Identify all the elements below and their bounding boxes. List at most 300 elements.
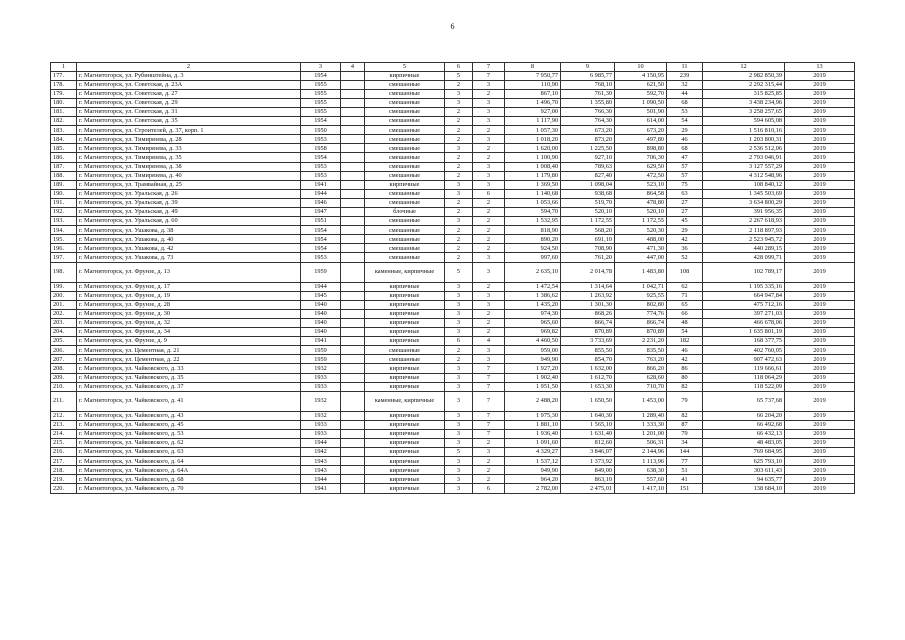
table-body — [51, 63, 855, 494]
table-cell: 197. — [51, 253, 77, 262]
table-cell: 2019 — [785, 153, 855, 162]
table-cell: 466 678,06 — [703, 318, 785, 327]
table-cell — [341, 98, 365, 107]
table-cell: 118 522,09 — [703, 382, 785, 391]
table-cell: 7 — [473, 364, 505, 373]
table-cell: 1 179,80 — [505, 171, 561, 180]
table-cell: 57 — [667, 162, 703, 171]
table-cell: 7 — [473, 429, 505, 438]
table-cell: г. Магнитогорск, ул. Уральская, д. 49 — [77, 208, 301, 217]
table-cell: 41 — [667, 475, 703, 484]
table-cell: 3 — [445, 466, 473, 475]
table-cell: 1953 — [301, 162, 341, 171]
table-row — [51, 337, 855, 346]
table-cell: 191. — [51, 198, 77, 207]
table-cell: 82 — [667, 382, 703, 391]
table-cell: смешанные — [365, 355, 445, 364]
table-cell: 1954 — [301, 71, 341, 80]
table-cell: 1 140,68 — [505, 189, 561, 198]
table-cell: 523,10 — [615, 180, 667, 189]
table-row — [51, 438, 855, 447]
table-cell: 1 620,00 — [505, 144, 561, 153]
table-cell: 1 355,80 — [561, 98, 615, 107]
table-cell — [341, 89, 365, 98]
table-cell: г. Магнитогорск, ул. Фрунзе, д. 19 — [77, 291, 301, 300]
table-cell: 1932 — [301, 391, 341, 411]
table-cell: 397 271,03 — [703, 309, 785, 318]
table-cell: 2 635,10 — [505, 262, 561, 282]
table-cell: 2 014,78 — [561, 262, 615, 282]
table-cell: 2 — [445, 226, 473, 235]
table-cell: 789,63 — [561, 162, 615, 171]
table-cell: г. Магнитогорск, ул. Уральская, д. 60 — [77, 217, 301, 226]
table-cell: смешанные — [365, 346, 445, 355]
table-cell: 66 492,68 — [703, 420, 785, 429]
table-cell: 3 — [473, 300, 505, 309]
table-cell: 1940 — [301, 328, 341, 337]
table-cell: 2019 — [785, 373, 855, 382]
table-cell: кирпичные — [365, 466, 445, 475]
table-cell: 3 — [445, 282, 473, 291]
table-cell: 2 — [445, 355, 473, 364]
table-cell: 3 — [473, 107, 505, 116]
table-cell: 2 — [445, 107, 473, 116]
table-cell: 188. — [51, 171, 77, 180]
table-row — [51, 373, 855, 382]
table-cell: 673,20 — [561, 126, 615, 135]
table-cell — [341, 457, 365, 466]
table-cell: смешанные — [365, 171, 445, 180]
table-cell: 2019 — [785, 117, 855, 126]
table-cell — [341, 448, 365, 457]
table-cell: 1940 — [301, 300, 341, 309]
table-cell: г. Магнитогорск, ул. Советская, д. 35 — [77, 117, 301, 126]
table-cell: 66 204,20 — [703, 411, 785, 420]
table-cell: 594,70 — [505, 208, 561, 217]
table-cell: 1933 — [301, 420, 341, 429]
table-cell: 1944 — [301, 475, 341, 484]
table-cell: 68 — [667, 98, 703, 107]
table-cell: 198. — [51, 262, 77, 282]
table-cell: 440 289,15 — [703, 244, 785, 253]
table-cell: 178. — [51, 80, 77, 89]
table-cell: 1953 — [301, 135, 341, 144]
table-cell: 2019 — [785, 309, 855, 318]
table-cell: 898,80 — [615, 144, 667, 153]
table-cell: 3 — [445, 291, 473, 300]
table-cell: 949,90 — [505, 355, 561, 364]
table-cell: кирпичные — [365, 438, 445, 447]
table-cell: 3 — [445, 189, 473, 198]
table-cell: каменные, кирпичные — [365, 391, 445, 411]
table-cell — [341, 217, 365, 226]
table-cell: 195. — [51, 235, 77, 244]
table-cell: 77 — [667, 457, 703, 466]
table-cell: 1951 — [301, 217, 341, 226]
table-cell: г. Магнитогорск, ул. Чайковского, д. 70 — [77, 484, 301, 493]
table-cell: кирпичные — [365, 180, 445, 189]
table-cell: 673,20 — [615, 126, 667, 135]
table-cell: 1944 — [301, 282, 341, 291]
table-cell: г. Магнитогорск, ул. Рубинштейна, д. 3 — [77, 71, 301, 80]
table-row — [51, 355, 855, 364]
table-row — [51, 98, 855, 107]
table-cell: г. Магнитогорск, ул. Трамвайная, д. 25 — [77, 180, 301, 189]
table-cell: 969,82 — [505, 328, 561, 337]
table-cell: 2019 — [785, 391, 855, 411]
table-cell: 168 377,75 — [703, 337, 785, 346]
table-cell: 2 475,01 — [561, 484, 615, 493]
table-cell: 1955 — [301, 98, 341, 107]
table-row — [51, 262, 855, 282]
table-cell: 2 — [473, 475, 505, 484]
table-cell: 1955 — [301, 107, 341, 116]
table-row — [51, 466, 855, 475]
table-cell: смешанные — [365, 126, 445, 135]
table-cell: 2 — [445, 346, 473, 355]
column-number: 2 — [77, 63, 301, 72]
table-row — [51, 300, 855, 309]
table-cell: 180. — [51, 98, 77, 107]
table-cell: 66 — [667, 309, 703, 318]
table-cell: 1944 — [301, 438, 341, 447]
page-number: 6 — [450, 22, 455, 31]
table-cell: 2019 — [785, 198, 855, 207]
table-cell: 2 — [445, 135, 473, 144]
table-cell: смешанные — [365, 153, 445, 162]
table-cell: 818,90 — [505, 226, 561, 235]
table-cell: 2019 — [785, 226, 855, 235]
table-cell: 761,20 — [561, 253, 615, 262]
table-cell: 86 — [667, 364, 703, 373]
table-cell: 138 684,10 — [703, 484, 785, 493]
table-cell: 2 — [445, 253, 473, 262]
table-cell: 2019 — [785, 162, 855, 171]
table-row — [51, 291, 855, 300]
table-cell — [341, 253, 365, 262]
table-cell — [341, 309, 365, 318]
table-cell: 3 — [445, 382, 473, 391]
table-cell: 1 008,40 — [505, 162, 561, 171]
table-cell: 6 — [445, 337, 473, 346]
table-row — [51, 309, 855, 318]
table-cell: 761,30 — [561, 89, 615, 98]
table-cell: 2019 — [785, 448, 855, 457]
table-cell: 3 — [445, 457, 473, 466]
table-cell: смешанные — [365, 107, 445, 116]
table-cell: 2019 — [785, 107, 855, 116]
table-cell: 2 144,96 — [615, 448, 667, 457]
table-cell: 1 172,55 — [561, 217, 615, 226]
table-cell: 2 — [445, 126, 473, 135]
table-cell: 216. — [51, 448, 77, 457]
table-cell: 151 — [667, 484, 703, 493]
table-cell: 94 635,77 — [703, 475, 785, 484]
table-cell: 2 488,20 — [505, 391, 561, 411]
column-number-row — [51, 63, 855, 72]
table-cell: кирпичные — [365, 282, 445, 291]
table-cell: 57 — [667, 171, 703, 180]
table-cell — [341, 198, 365, 207]
table-cell: 3 — [445, 144, 473, 153]
table-cell: 42 — [667, 355, 703, 364]
table-cell: г. Магнитогорск, ул. Уральская, д. 26 — [77, 189, 301, 198]
table-cell: 108 840,12 — [703, 180, 785, 189]
table-cell: 6 985,77 — [561, 71, 615, 80]
table-cell: 3 634 800,29 — [703, 198, 785, 207]
table-cell: г. Магнитогорск, ул. Тимирязева, д. 35 — [77, 153, 301, 162]
table-cell: 1 902,40 — [505, 373, 561, 382]
table-cell: 217. — [51, 457, 77, 466]
table-cell: 2019 — [785, 180, 855, 189]
table-cell: 193. — [51, 217, 77, 226]
table-cell: 907 472,63 — [703, 355, 785, 364]
table-cell: г. Магнитогорск, ул. Тимирязева, д. 38 — [77, 162, 301, 171]
table-cell: 2019 — [785, 466, 855, 475]
table-cell: 1 053,66 — [505, 198, 561, 207]
table-cell: 870,89 — [561, 328, 615, 337]
table-cell: 54 — [667, 328, 703, 337]
table-cell: 1 483,80 — [615, 262, 667, 282]
table-cell — [341, 466, 365, 475]
table-row — [51, 217, 855, 226]
table-cell: 1 090,50 — [615, 98, 667, 107]
table-row — [51, 226, 855, 235]
table-cell: 7 950,77 — [505, 71, 561, 80]
table-cell: г. Магнитогорск, ул. Чайковского, д. 35 — [77, 373, 301, 382]
table-cell: г. Магнитогорск, ул. Фрунзе, д. 9 — [77, 337, 301, 346]
table-cell: 102 789,17 — [703, 262, 785, 282]
table-cell: 5 — [445, 262, 473, 282]
table-cell: 1953 — [301, 253, 341, 262]
table-cell: смешанные — [365, 244, 445, 253]
table-cell: 66 432,13 — [703, 429, 785, 438]
table-cell: 866,74 — [615, 318, 667, 327]
table-cell: 2 — [473, 457, 505, 466]
table-cell: 1 301,30 — [561, 300, 615, 309]
table-cell: 3 — [445, 318, 473, 327]
table-cell: 7 — [473, 391, 505, 411]
table-cell: 2 — [445, 80, 473, 89]
table-cell: 44 — [667, 89, 703, 98]
table-cell: 52 — [667, 253, 703, 262]
table-cell: 2 — [473, 89, 505, 98]
table-cell: 7 — [473, 411, 505, 420]
table-cell: 2019 — [785, 382, 855, 391]
table-cell: 68 — [667, 144, 703, 153]
table-cell: 3 — [473, 80, 505, 89]
table-cell: г. Магнитогорск, ул. Советская, д. 31 — [77, 107, 301, 116]
table-cell: 48 483,05 — [703, 438, 785, 447]
table-cell: 3 — [445, 217, 473, 226]
table-cell: смешанные — [365, 235, 445, 244]
table-cell: 1 650,50 — [561, 391, 615, 411]
table-cell: 3 — [445, 309, 473, 318]
table-cell: 1 881,10 — [505, 420, 561, 429]
table-row — [51, 180, 855, 189]
table-cell: 42 — [667, 235, 703, 244]
table-cell: 568,20 — [561, 226, 615, 235]
table-cell: кирпичные — [365, 364, 445, 373]
table-cell: 212. — [51, 411, 77, 420]
table-cell: 3 — [473, 180, 505, 189]
table-cell: 2 — [445, 235, 473, 244]
table-cell: 182 — [667, 337, 703, 346]
table-cell: 1 435,20 — [505, 300, 561, 309]
table-cell: 2019 — [785, 484, 855, 493]
column-number: 5 — [365, 63, 445, 72]
table-cell: 1942 — [301, 448, 341, 457]
table-row — [51, 80, 855, 89]
table-cell — [341, 475, 365, 484]
table-cell: 2019 — [785, 135, 855, 144]
table-cell: 2 — [473, 466, 505, 475]
table-cell — [341, 382, 365, 391]
table-cell: 177. — [51, 71, 77, 80]
table-cell — [341, 438, 365, 447]
table-cell: 691,10 — [561, 235, 615, 244]
table-cell: кирпичные — [365, 373, 445, 382]
table-row — [51, 144, 855, 153]
table-cell: смешанные — [365, 226, 445, 235]
table-row — [51, 328, 855, 337]
table-cell: 53 — [667, 107, 703, 116]
table-cell: 997,60 — [505, 253, 561, 262]
table-cell: 520,10 — [615, 208, 667, 217]
table-cell: 1 951,50 — [505, 382, 561, 391]
table-cell: 3 — [473, 135, 505, 144]
table-cell: 1 195 335,16 — [703, 282, 785, 291]
table-cell: 519,70 — [561, 198, 615, 207]
table-cell: г. Магнитогорск, ул. Ушакова, д. 38 — [77, 226, 301, 235]
table-cell: 218. — [51, 466, 77, 475]
table-cell: кирпичные — [365, 420, 445, 429]
table-cell: 1 117,90 — [505, 117, 561, 126]
table-cell: 239 — [667, 71, 703, 80]
table-row — [51, 208, 855, 217]
table-cell — [341, 337, 365, 346]
table-cell: 621,50 — [615, 80, 667, 89]
column-number: 12 — [703, 63, 785, 72]
table-cell: 1 113,96 — [615, 457, 667, 466]
table-cell: кирпичные — [365, 457, 445, 466]
table-cell: 638,30 — [615, 466, 667, 475]
table-cell: кирпичные — [365, 429, 445, 438]
table-cell: 208. — [51, 364, 77, 373]
table-cell: 594 605,08 — [703, 117, 785, 126]
table-cell: 402 760,05 — [703, 346, 785, 355]
table-cell — [341, 262, 365, 282]
table-cell: 3 — [445, 484, 473, 493]
table-cell — [341, 355, 365, 364]
table-cell — [341, 153, 365, 162]
table-cell: 54 — [667, 117, 703, 126]
table-row — [51, 162, 855, 171]
table-cell: 3 — [473, 171, 505, 180]
table-cell: кирпичные — [365, 448, 445, 457]
table-cell: 1944 — [301, 189, 341, 198]
table-cell: г. Магнитогорск, ул. Чайковского, д. 53 — [77, 429, 301, 438]
table-cell — [341, 180, 365, 189]
table-cell: 3 — [445, 411, 473, 420]
table-cell: г. Магнитогорск, ул. Ушакова, д. 42 — [77, 244, 301, 253]
table-cell: 79 — [667, 391, 703, 411]
table-cell: 802,80 — [615, 300, 667, 309]
table-cell — [341, 189, 365, 198]
table-cell: 866,20 — [615, 364, 667, 373]
table-cell: 827,40 — [561, 171, 615, 180]
table-cell: 119 666,61 — [703, 364, 785, 373]
table-cell: 29 — [667, 226, 703, 235]
table-row — [51, 89, 855, 98]
column-number: 9 — [561, 63, 615, 72]
table-cell: 4 150,95 — [615, 71, 667, 80]
table-cell: 2 — [473, 217, 505, 226]
table-cell: 1940 — [301, 309, 341, 318]
table-cell: 3 — [445, 180, 473, 189]
table-cell: 1945 — [301, 291, 341, 300]
table-cell: 1932 — [301, 411, 341, 420]
table-cell: 3 — [445, 475, 473, 484]
table-cell: 1 516 810,16 — [703, 126, 785, 135]
table-row — [51, 117, 855, 126]
table-cell: 625 793,10 — [703, 457, 785, 466]
table-cell: 1943 — [301, 457, 341, 466]
table-cell: смешанные — [365, 89, 445, 98]
table-cell: кирпичные — [365, 475, 445, 484]
table-cell — [341, 328, 365, 337]
table-cell: 3 — [445, 364, 473, 373]
table-cell: 1 653,30 — [561, 382, 615, 391]
table-cell: 315 825,85 — [703, 89, 785, 98]
table-cell: 45 — [667, 217, 703, 226]
table-cell: 708,90 — [561, 244, 615, 253]
table-cell: 706,30 — [615, 153, 667, 162]
table-cell — [341, 171, 365, 180]
table-cell: 2019 — [785, 438, 855, 447]
table-cell: 2019 — [785, 291, 855, 300]
table-cell: смешанные — [365, 162, 445, 171]
table-cell: 2 536 512,06 — [703, 144, 785, 153]
table-cell: 868,26 — [561, 309, 615, 318]
table-cell — [341, 282, 365, 291]
table-cell: 7 — [473, 420, 505, 429]
table-cell: 3 — [445, 438, 473, 447]
column-number: 10 — [615, 63, 667, 72]
table-cell: 32 — [667, 80, 703, 89]
table-cell: кирпичные — [365, 309, 445, 318]
table-cell: 1 936,40 — [505, 429, 561, 438]
table-cell — [341, 126, 365, 135]
table-cell: 1954 — [301, 226, 341, 235]
table-cell: 1947 — [301, 208, 341, 217]
column-number: 3 — [301, 63, 341, 72]
table-cell: смешанные — [365, 80, 445, 89]
table-cell: блочные — [365, 208, 445, 217]
table-cell: 82 — [667, 411, 703, 420]
table-cell: 428 099,71 — [703, 253, 785, 262]
table-cell: 1 496,70 — [505, 98, 561, 107]
table-cell: 75 — [667, 180, 703, 189]
table-cell: 959,00 — [505, 346, 561, 355]
table-cell: 1933 — [301, 382, 341, 391]
table-cell: 2 — [473, 208, 505, 217]
table-cell: 5 — [445, 71, 473, 80]
table-cell — [341, 391, 365, 411]
table-cell: 201. — [51, 300, 77, 309]
table-cell: 189. — [51, 180, 77, 189]
table-cell: 1 098,04 — [561, 180, 615, 189]
